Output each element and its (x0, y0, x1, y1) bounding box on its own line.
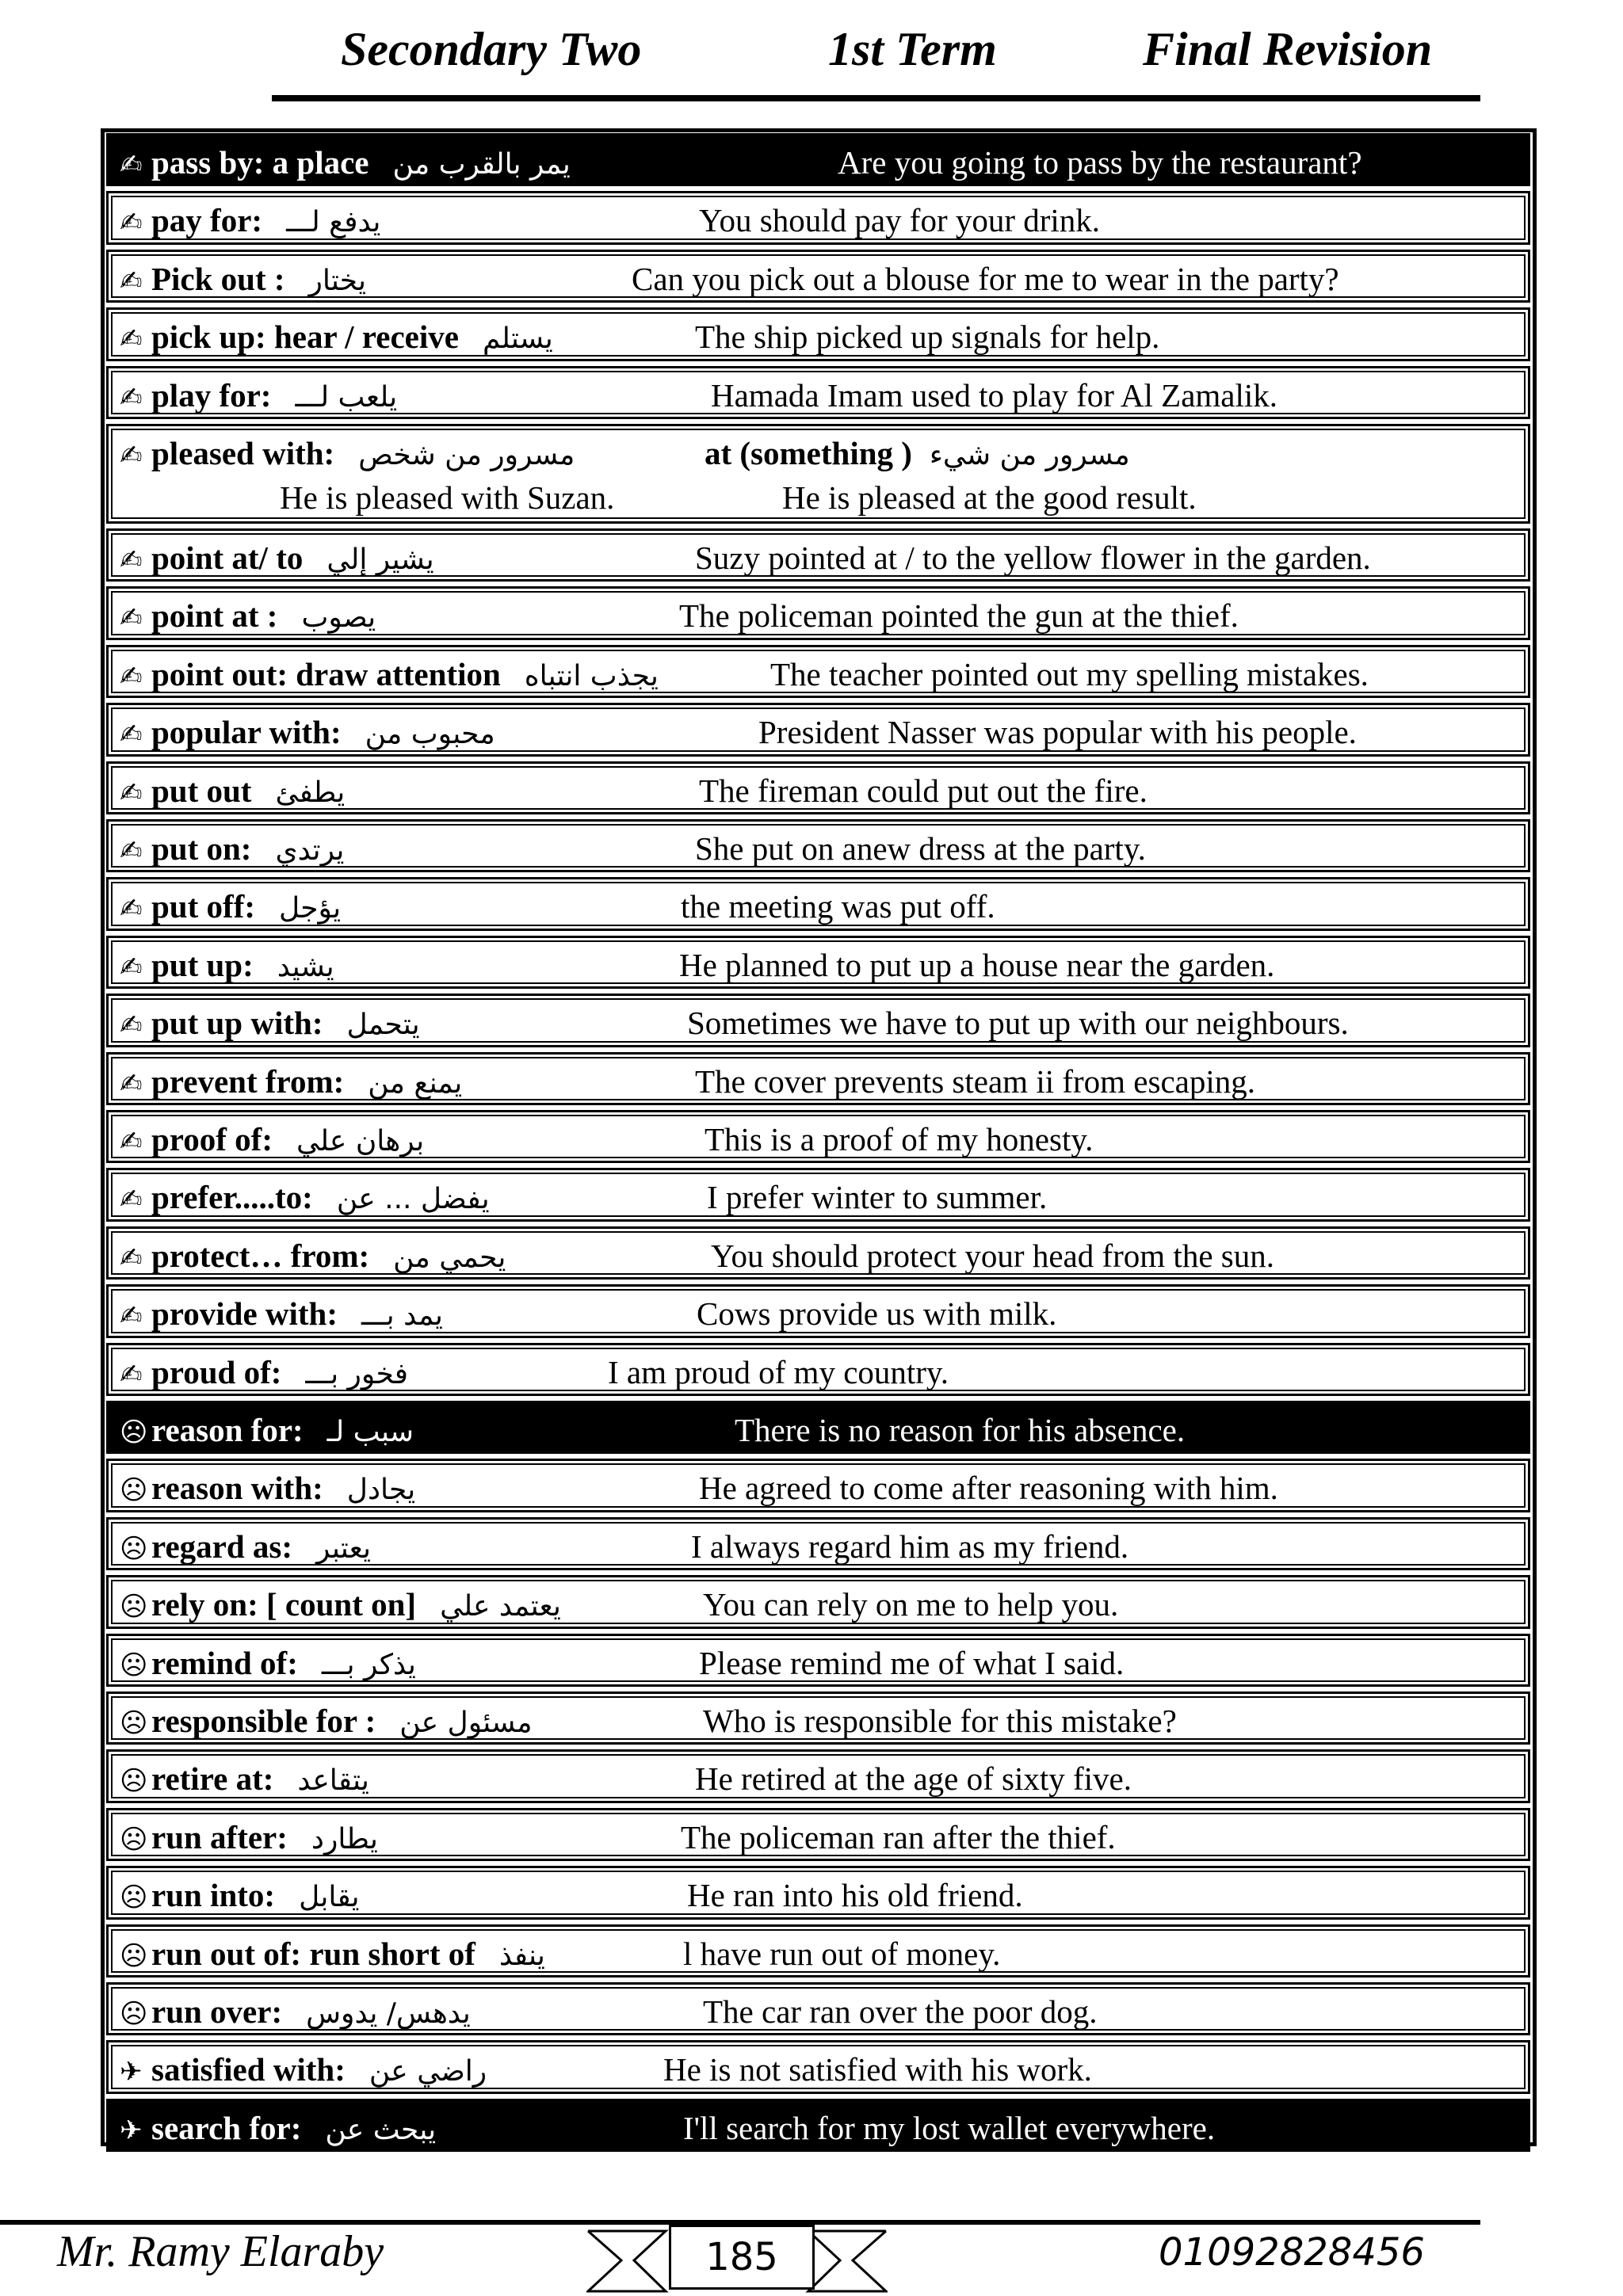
term-label: put up: (151, 946, 254, 983)
term-label: satisfied with: (151, 2051, 346, 2088)
arabic-meaning: يعتمد علي (440, 1590, 561, 1623)
vocab-row (106, 191, 1530, 244)
term-cell (120, 1760, 369, 1798)
term-label: regard as: (151, 1527, 293, 1565)
term-label: protect… from: (151, 1237, 370, 1274)
writing-hand-icon: ✍ (120, 835, 143, 867)
term-cell (120, 1705, 533, 1737)
sad-face-icon: ☹ (120, 1532, 148, 1565)
vocab-row (106, 2040, 1530, 2093)
vocab-row (106, 1110, 1530, 1163)
term-cell (120, 1295, 443, 1333)
vocab-row (106, 1575, 1530, 1628)
writing-hand-icon: ✍ (120, 719, 143, 751)
term-label: rely on: [ count on] (151, 1586, 417, 1623)
term-cell (120, 318, 553, 356)
arabic-meaning: يلعب لـــ (295, 380, 398, 414)
vocab-row (106, 819, 1530, 872)
writing-hand-icon: ✍ (120, 265, 143, 297)
arabic-meaning: يؤجل (278, 892, 342, 925)
term-cell (120, 946, 334, 983)
vocab-row (106, 586, 1530, 639)
writing-hand-icon: ✍ (120, 544, 143, 576)
arabic-meaning: يرتدي (275, 834, 345, 867)
header-term: 1st Term (828, 23, 997, 75)
vocab-row (106, 1343, 1530, 1396)
arabic-meaning: مسئول عن (399, 1707, 533, 1739)
header-title: Final Revision (1143, 23, 1433, 75)
term-cell (120, 716, 495, 749)
term-cell (120, 144, 571, 181)
term-cell (120, 1818, 378, 1855)
page-header (0, 17, 1623, 81)
example-sentence: Who is responsible for this mistake? (703, 1703, 1177, 1739)
arabic-meaning: يطفئ (275, 776, 346, 809)
example-sentence: President Nasser was popular with his people. (758, 714, 1357, 751)
term-cell (120, 1414, 414, 1447)
term-cell (120, 888, 342, 925)
vocab-row (106, 761, 1530, 814)
sad-face-icon: ☹ (120, 1998, 148, 2030)
arabic-meaning: يتقاعد (297, 1764, 369, 1798)
arabic-meaning: يشيد (277, 950, 334, 983)
term-cell (120, 1527, 371, 1565)
example-sentence: The policeman pointed the gun at the thief. (679, 597, 1239, 635)
example-sentence: She put on anew dress at the party. (695, 830, 1146, 867)
arabic-meaning: يمر بالقرب من (392, 148, 571, 181)
term-label: provide with: (151, 1295, 338, 1333)
term-label: pleased with: (151, 435, 335, 471)
arabic-meaning: يذكر بـــ (321, 1648, 416, 1681)
term-cell (120, 1005, 420, 1042)
vocab-row (106, 645, 1530, 698)
example-sentence: He planned to put up a house near the garden. (679, 946, 1275, 983)
term-cell (120, 1586, 561, 1623)
term-label: put off: (151, 888, 255, 925)
term-label: point at : (151, 597, 278, 635)
arabic-meaning: يبحث عن (325, 2113, 437, 2146)
arabic-meaning: يتحمل (346, 1009, 420, 1042)
term-cell (120, 597, 376, 635)
vocab-row (106, 528, 1530, 582)
writing-hand-icon: ✍ (120, 1358, 143, 1390)
arabic-meaning: يحمي من (393, 1241, 506, 1274)
vocab-row (106, 1052, 1530, 1105)
arabic-meaning: يدفع لـــ (286, 206, 381, 239)
term-cell (120, 1062, 463, 1100)
term-cell (120, 830, 345, 867)
sad-face-icon: ☹ (120, 1417, 148, 1448)
arabic-meaning: يطارد (311, 1822, 378, 1855)
arabic-meaning: يدهس/ يدوس (306, 1997, 471, 2030)
vocab-row (106, 936, 1530, 989)
term-label: prefer.....to: (151, 1179, 313, 1216)
example-sentence: the meeting was put off. (681, 888, 995, 925)
example-sentence: Can you pick out a blouse for me to wear in the party? (632, 260, 1339, 297)
sad-face-icon: ☹ (120, 1823, 148, 1855)
example-sentence: He agreed to come after reasoning with him. (699, 1470, 1278, 1507)
term-label-secondary: at (something ) (705, 435, 912, 471)
vocab-row (106, 994, 1530, 1047)
example-sentence: I am proud of my country. (608, 1353, 949, 1390)
arabic-meaning: يفضل ... عن (336, 1183, 490, 1216)
term-cell (120, 1181, 490, 1214)
example-sentence: He ran into his old friend. (687, 1877, 1023, 1914)
writing-hand-icon: ✍ (120, 602, 143, 635)
term-label: pick up: hear / receive (151, 318, 459, 356)
writing-hand-icon: ✍ (120, 1126, 143, 1158)
term-label: responsible for : (151, 1703, 376, 1739)
example-sentence: Suzy pointed at / to the yellow flower in the garden. (695, 540, 1371, 576)
example-sentence: Cows provide us with milk. (697, 1295, 1057, 1333)
sad-face-icon: ☹ (120, 1765, 148, 1798)
arabic-meaning: راضي عن (369, 2055, 487, 2088)
term-label: proof of: (151, 1121, 273, 1158)
term-cell-secondary (705, 437, 1130, 470)
vocab-row (106, 307, 1530, 360)
term-cell (120, 1237, 506, 1274)
term-cell (120, 1879, 360, 1912)
term-cell (120, 542, 434, 574)
arabic-meaning: يشير إلي (327, 543, 434, 576)
term-cell (120, 376, 398, 414)
term-cell (120, 1644, 416, 1681)
arabic-meaning: يختار (308, 264, 367, 297)
term-label: reason for: (151, 1412, 304, 1448)
vocab-row (106, 424, 1530, 524)
term-label: put on: (151, 830, 252, 867)
example-sentence: Hamada Imam used to play for Al Zamalik. (711, 376, 1278, 414)
vocab-row (106, 2099, 1530, 2152)
vocab-row (106, 1866, 1530, 1919)
arabic-meaning: يصوب (301, 601, 376, 635)
example-sentence: The ship picked up signals for help. (695, 318, 1160, 356)
term-label: Pick out : (151, 260, 285, 297)
term-label: remind of: (151, 1644, 298, 1681)
writing-hand-icon: ✍ (120, 1184, 143, 1216)
arabic-meaning: مسرور من شخص (358, 439, 575, 471)
sad-face-icon: ☹ (120, 1939, 148, 1972)
arabic-meaning: يستلم (482, 322, 553, 356)
vocab-row (106, 1459, 1530, 1512)
writing-hand-icon: ✍ (120, 776, 143, 809)
term-label: play for: (151, 376, 272, 414)
airplane-icon: ✈ (120, 2114, 143, 2146)
term-cell (120, 655, 659, 692)
author-phone: 01092828456 (1159, 2230, 1425, 2275)
writing-hand-icon: ✍ (120, 381, 143, 414)
term-label: point at/ to (151, 540, 304, 576)
arabic-meaning-secondary: مسرور من شيء (929, 439, 1130, 471)
term-label: popular with: (151, 714, 342, 751)
term-label: reason with: (151, 1470, 323, 1507)
vocab-row (106, 1226, 1530, 1280)
example-sentence: I'll search for my lost wallet everywhere. (683, 2109, 1216, 2146)
vocab-row (106, 1634, 1530, 1687)
term-label: prevent from: (151, 1062, 345, 1100)
arabic-meaning: محبوب من (365, 718, 495, 751)
term-cell (120, 2109, 437, 2146)
writing-hand-icon: ✍ (120, 951, 143, 983)
term-label: run out of: run short of (151, 1935, 475, 1972)
writing-hand-icon: ✍ (120, 1009, 143, 1042)
writing-hand-icon: ✍ (120, 440, 143, 471)
author-name: Mr. Ramy Elaraby (57, 2227, 384, 2276)
example-sentence: l have run out of money. (683, 1935, 1001, 1972)
header-divider (272, 95, 1480, 101)
example-sentence: He retired at the age of sixty five. (695, 1760, 1132, 1798)
arabic-meaning: برهان علي (296, 1125, 425, 1158)
arabic-meaning: يعتبر (316, 1531, 371, 1565)
term-label: proud of: (151, 1353, 282, 1390)
vocab-row (106, 366, 1530, 419)
term-cell (120, 1993, 471, 2030)
example-sentence: Please remind me of what I said. (699, 1644, 1125, 1681)
arabic-meaning: يجادل (346, 1474, 416, 1507)
example-sentence-secondary: He is pleased at the good result. (782, 479, 1197, 516)
vocab-row (106, 1284, 1530, 1337)
term-label: search for: (151, 2109, 302, 2146)
arabic-meaning: يجذب انتباه (524, 659, 659, 692)
example-sentence: I prefer winter to summer. (707, 1179, 1048, 1216)
example-sentence: Sometimes we have to put up with our neighbours. (687, 1005, 1349, 1042)
writing-hand-icon: ✍ (120, 207, 143, 239)
term-label: point out: draw attention (151, 655, 501, 692)
term-cell (120, 772, 346, 809)
example-sentence: The fireman could put out the fire. (699, 772, 1148, 809)
example-sentence: You should protect your head from the sun. (711, 1237, 1274, 1274)
term-cell (120, 1472, 415, 1505)
example-sentence: I always regard him as my friend. (691, 1527, 1129, 1565)
example-sentence: The teacher pointed out my spelling mistakes. (770, 655, 1369, 692)
example-sentence: There is no reason for his absence. (735, 1412, 1186, 1448)
vocab-row (106, 1808, 1530, 1861)
page-number: 185 (669, 2225, 815, 2290)
example-sentence: Are you going to pass by the restaurant? (838, 144, 1362, 181)
term-cell (120, 2051, 487, 2088)
airplane-icon: ✈ (120, 2056, 143, 2088)
vocab-row (106, 1168, 1530, 1221)
term-label: put out (151, 772, 252, 809)
vocab-row (106, 1924, 1530, 1978)
term-cell (120, 204, 380, 237)
vocab-row (106, 250, 1530, 303)
vocab-row (106, 1517, 1530, 1570)
arabic-meaning: يمنع من (368, 1066, 463, 1100)
term-cell (120, 1935, 545, 1972)
vocab-row (106, 133, 1530, 186)
term-cell (120, 437, 575, 470)
term-cell (120, 1123, 424, 1156)
sad-face-icon: ☹ (120, 1649, 148, 1681)
writing-hand-icon: ✍ (120, 1300, 143, 1333)
vocab-row (106, 1401, 1530, 1454)
term-label: retire at: (151, 1760, 274, 1798)
vocab-row (106, 1691, 1530, 1745)
example-sentence: You should pay for your drink. (699, 202, 1101, 239)
vocab-row (106, 877, 1530, 930)
term-label: run after: (151, 1818, 288, 1855)
sad-face-icon: ☹ (120, 1882, 148, 1914)
arabic-meaning: يمد بـــ (361, 1299, 443, 1333)
vocab-row (106, 703, 1530, 756)
arabic-meaning: سبب لـ (327, 1416, 414, 1448)
writing-hand-icon: ✍ (120, 893, 143, 925)
header-grade: Secondary Two (341, 23, 642, 75)
example-sentence: The policeman ran after the thief. (681, 1818, 1116, 1855)
term-cell (120, 260, 367, 297)
vocab-row (106, 1749, 1530, 1802)
vocab-row (106, 1982, 1530, 2035)
writing-hand-icon: ✍ (120, 660, 143, 692)
writing-hand-icon: ✍ (120, 323, 143, 356)
term-label: pass by: a place (151, 144, 369, 181)
writing-hand-icon: ✍ (120, 1067, 143, 1100)
example-sentence: The car ran over the poor dog. (703, 1993, 1098, 2030)
arabic-meaning: يقابل (299, 1881, 360, 1914)
arabic-meaning: ينفذ (498, 1939, 545, 1972)
writing-hand-icon: ✍ (120, 1241, 143, 1274)
example-sentence: He is not satisfied with his work. (663, 2051, 1092, 2088)
term-cell (120, 1353, 408, 1390)
example-sentence: You can rely on me to help you. (703, 1586, 1119, 1623)
term-label: pay for: (151, 202, 263, 239)
term-label: run over: (151, 1993, 283, 2030)
example-sentence: The cover prevents steam ii from escaping. (695, 1062, 1255, 1100)
example-sentence: He is pleased with Suzan. (280, 479, 615, 516)
example-sentence: This is a proof of my honesty. (705, 1121, 1094, 1158)
arabic-meaning: فخور بـــ (305, 1357, 408, 1390)
term-label: run into: (151, 1877, 276, 1914)
writing-hand-icon: ✍ (120, 149, 143, 181)
sad-face-icon: ☹ (120, 1707, 148, 1739)
sad-face-icon: ☹ (120, 1474, 148, 1507)
term-label: put up with: (151, 1005, 323, 1042)
sad-face-icon: ☹ (120, 1591, 148, 1623)
